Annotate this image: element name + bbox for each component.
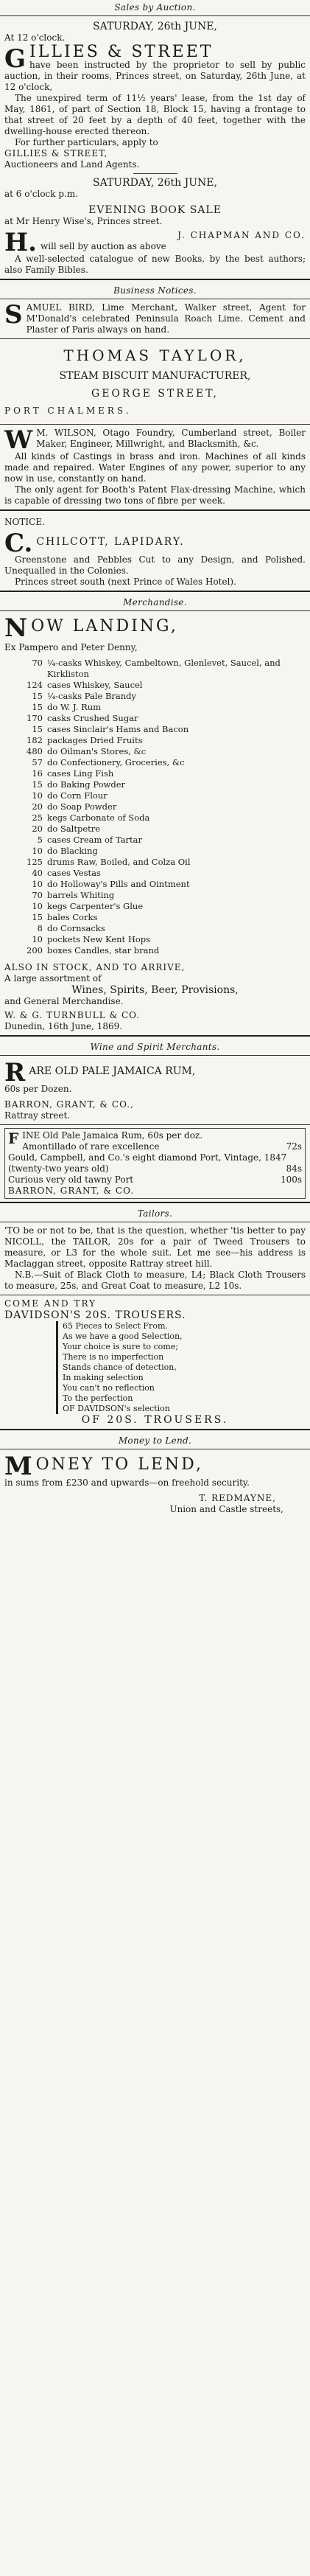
street: Rattray street. [4,1110,71,1121]
drop-cap: F [8,1129,19,1147]
ad-body: For further particulars, apply to [15,137,158,147]
time: at 6 o'clock p.m. [4,189,79,199]
ad-title: OW LANDING, [31,617,178,636]
item-description: cases Whiskey, Saucel [47,680,143,690]
price-value: 100s [280,1174,302,1185]
section-header-tailors: Tailors. [0,1206,310,1222]
list-item [4,890,306,901]
goods-list [4,658,306,956]
item-quantity: 8 [37,923,43,933]
list-item [4,901,306,912]
item-description: kegs Carpenter's Glue [47,901,144,911]
ad-body: A well-selected catalogue of new Books, by the best authors; also Family Bibles. [4,254,306,275]
list-item [4,868,306,879]
ad-title: ARE OLD PALE JAMAICA RUM, [29,1065,196,1077]
item-quantity: 10 [32,846,43,856]
item-description: barrels Whiting [47,890,115,900]
item-description: do Corn Flour [47,790,108,801]
verse [56,1321,306,1414]
item-description: do Blacking [47,846,98,856]
drop-cap: M [4,1452,32,1481]
verse-line: Your choice is sure to come; [63,1342,178,1351]
drop-cap: G [4,44,27,74]
item-description: do Confectionery, Groceries, &c [47,757,185,767]
town: PORT CHALMERS. [4,405,132,416]
trade: STEAM BISCUIT MANUFACTURER, [59,370,251,382]
item-description: do Baking Powder [47,779,126,790]
list-item [4,658,306,680]
item-description: pockets New Kent Hops [47,934,151,944]
ad-body: Greenstone and Pebbles Cut to any Design, and Polished. Unequalled in the Colonies. [4,554,306,576]
ad-body: The only agent for Booth's Patent Flax-dressing Machine, which is capable of dressing two tons of fibre per week. [4,484,306,506]
list-item [4,912,306,923]
signature-address: Union and Castle streets, [169,1504,283,1514]
ad-gillies-street [4,16,306,170]
verse-line: There is no imperfection [63,1352,164,1362]
section-header-wine: Wine and Spirit Merchants. [0,1040,310,1056]
drop-cap: S [4,300,23,330]
item-description: do Saltpetre [47,824,101,834]
list-item [4,879,306,890]
section-header-business: Business Notices. [0,283,310,299]
ad-body: will sell by auction as above [40,241,166,251]
item-description: casks Crushed Sugar [47,713,138,723]
drop-cap: H. [4,228,37,257]
ad-body: All kinds of Castings in brass and iron. Machines of all kinds made and repaired. Water Engines of any power, superior to any now in use, constantly on hand. [4,451,306,484]
item-quantity: 10 [32,934,43,944]
item-quantity: 15 [32,779,43,790]
list-item [4,735,306,746]
list-item [4,824,306,835]
ad-body: N.B.—Suit of Black Cloth to measure, L4; Black Cloth Trousers to measure, 25s, and Great Coat to measure, L2 10s. [4,1270,306,1291]
price: 60s per Dozen. [4,1084,72,1094]
item-quantity: 170 [27,713,43,723]
verse-line: To the perfection [63,1393,133,1403]
list-item [4,934,306,945]
dateline: SATURDAY, 26th JUNE, [93,21,217,32]
item-quantity: 15 [32,724,43,734]
list-item [4,702,306,713]
list-item [4,746,306,757]
ad-body: M. WILSON, Otago Foundry, Cumberland street, Boiler Maker, Engineer, Millwright, and Blacksmith, &c. [36,428,306,449]
price-line [8,1163,302,1174]
verse-line: In making selection [63,1373,144,1382]
item-quantity: 480 [27,746,43,756]
item-quantity: 70 [32,658,43,668]
section-header-money: Money to Lend. [0,1433,310,1449]
item-description: bales Corks [47,912,98,922]
ad-book-sale [4,177,306,276]
ad-body: A large assortment of [4,973,102,984]
ad-body: and General Merchandise. [4,996,124,1006]
street: GEORGE STREET, [91,388,219,400]
item-description: cases Sinclair's Hams and Bacon [47,724,189,734]
ad-thomas-taylor [4,342,306,421]
ad-body: have been instructed by the proprietor to sell by public auction, in their rooms, Princes street, on Saturday, 26th June, at 12 o'clock, [4,60,306,92]
signature: GILLIES & STREET, [4,148,108,159]
ad-jamaica-rum [4,1056,306,1121]
list-item [4,790,306,801]
ad-body: Wines, Spirits, Beer, Provisions, [71,984,239,996]
item-quantity: 15 [32,691,43,701]
item-quantity: 200 [27,945,43,955]
item-quantity: 15 [32,912,43,922]
item-description: packages Dried Fruits [47,735,143,745]
list-item [4,812,306,824]
ad-fine-rum [4,1128,306,1199]
ad-samuel-bird [4,299,306,335]
item-quantity: 15 [32,702,43,712]
time: At 12 o'clock. [4,32,66,43]
item-description: do Oilman's Stores, &c [47,746,147,756]
ad-redmayne [4,1449,306,1515]
list-item [4,945,306,956]
ad-footer: OF 20S. TROUSERS. [81,1414,229,1426]
firm-name: J. CHAPMAN AND CO. [177,230,306,240]
item-quantity: 125 [27,857,43,867]
price-item: Curious very old tawny Port [8,1174,134,1185]
verse-line: As we have a good Selection, [63,1331,183,1341]
list-item [4,724,306,735]
signature-title: Auctioneers and Land Agents. [4,159,140,170]
ad-kicker: COME AND TRY [4,1298,97,1309]
drop-cap: R [4,1058,26,1087]
signature: BARRON, GRANT, & CO. [8,1186,135,1196]
ad-subtitle: Ex Pampero and Peter Denny, [4,642,138,652]
list-item [4,846,306,857]
ad-title: DAVIDSON'S 20S. TROUSERS. [4,1309,186,1321]
item-description: cases Vestas [47,868,101,878]
ad-now-landing [4,611,306,1032]
ad-body: 'TO be or not to be, that is the question, whether 'tis better to pay NICOLL, the TAILOR, 20s for a pair of Tweed Trousers to measure, or L3 for the whole suit. Let me see—his address is Maclaggan street, opposite Rattray street hill. [4,1225,306,1269]
list-item [4,691,306,702]
item-description: drums Raw, Boiled, and Colza Oil [47,857,191,867]
section-header-notice: NOTICE. [4,517,45,527]
item-description: cases Cream of Tartar [47,835,143,845]
item-description: ¼-casks Pale Brandy [47,691,137,701]
price-item: Amontillado of rare excellence [22,1141,160,1152]
ad-body: Princes street south (next Prince of Wales Hotel). [15,577,236,587]
item-description: cases Ling Fish [47,768,114,779]
ad-body: AMUEL BIRD, Lime Merchant, Walker street, Agent for M'Donald's celebrated Peninsula Roach Lime. Cement and Plaster of Paris always on hand. [26,302,306,335]
item-description: do Cornsacks [47,923,105,933]
firm-name: BARRON, GRANT, & CO., [4,1099,134,1110]
item-quantity: 57 [32,757,43,767]
item-description: do Holloway's Pills and Ointment [47,879,190,889]
item-quantity: 10 [32,790,43,801]
list-item [4,801,306,812]
item-quantity: 25 [32,812,43,823]
item-quantity: 10 [32,901,43,911]
name: THOMAS TAYLOR, [63,347,247,364]
section-header-auction: Sales by Auction. [0,0,310,16]
price-item: (twenty-two years old) [8,1163,109,1174]
ad-chilcott [4,531,306,588]
verse-line: 65 Pieces to Select From. [63,1321,168,1331]
price-value: 72s [286,1141,302,1152]
price-line [8,1152,302,1163]
price-line [22,1130,302,1141]
section-header-merchandise: Merchandise. [0,595,310,611]
item-description: kegs Carbonate of Soda [47,812,150,823]
price-value: 84s [286,1163,302,1174]
dateline: SATURDAY, 26th JUNE, [93,177,217,189]
item-description: boxes Candles, star brand [47,945,160,955]
item-quantity: 182 [27,735,43,745]
drop-cap: C. [4,529,33,558]
ad-wm-wilson [4,425,306,507]
dateline: Dunedin, 16th June, 1869. [4,1021,123,1031]
firm-name: CHILCOTT, LAPIDARY. [36,536,185,548]
ad-nicoll [4,1222,306,1292]
price-item: Gould, Campbell, and Co.'s eight diamond Port, Vintage, 1847 [8,1152,287,1163]
ad-title: ONEY TO LEND, [35,1455,203,1474]
item-description: ¼-casks Whiskey, Cambeltown, Glenlevet, Saucel, and Kirkliston [47,658,281,679]
item-description: do Soap Powder [47,801,117,812]
list-item [4,857,306,868]
list-item [4,757,306,768]
item-quantity: 70 [32,890,43,900]
also-heading: ALSO IN STOCK, AND TO ARRIVE, [4,962,186,972]
verse-line: You can't no reflection [63,1383,155,1393]
item-quantity: 124 [27,680,43,690]
ad-body: The unexpired term of 11½ years' lease, from the 1st day of May, 1861, of part of Section 18, Block 15, having a frontage to that street of 20 feet by a depth of 40 feet, together with the dwelling-house erected thereon. [4,93,306,136]
list-item [4,835,306,846]
list-item [4,923,306,934]
ad-subtitle: at Mr Henry Wise's, Princes street. [4,216,163,226]
signature: W. & G. TURNBULL & CO. [4,1010,141,1020]
list-item [4,680,306,691]
firm-name: ILLIES & STREET [29,43,214,61]
ad-body: in sums from £230 and upwards—on freehold security. [4,1477,250,1488]
list-item [4,713,306,724]
signature: T. REDMAYNE, [199,1493,276,1503]
verse-line: Stands chance of detection, [63,1362,177,1372]
item-quantity: 20 [32,801,43,812]
ad-davidson [4,1298,306,1426]
verse-line: OF DAVIDSON's selection [63,1404,170,1413]
ad-title: EVENING BOOK SALE [88,204,222,216]
price-line [22,1141,302,1152]
item-quantity: 10 [32,879,43,889]
drop-cap: W [4,425,33,455]
price-list [8,1130,302,1186]
item-quantity: 16 [32,768,43,779]
item-quantity: 40 [32,868,43,878]
item-quantity: 5 [37,835,43,845]
price-item: INE Old Pale Jamaica Rum, 60s per doz. [22,1130,203,1141]
list-item [4,779,306,790]
item-quantity: 20 [32,824,43,834]
list-item [4,768,306,779]
price-line [8,1174,302,1186]
item-description: do W. J. Rum [47,702,102,712]
drop-cap: N [4,613,28,643]
